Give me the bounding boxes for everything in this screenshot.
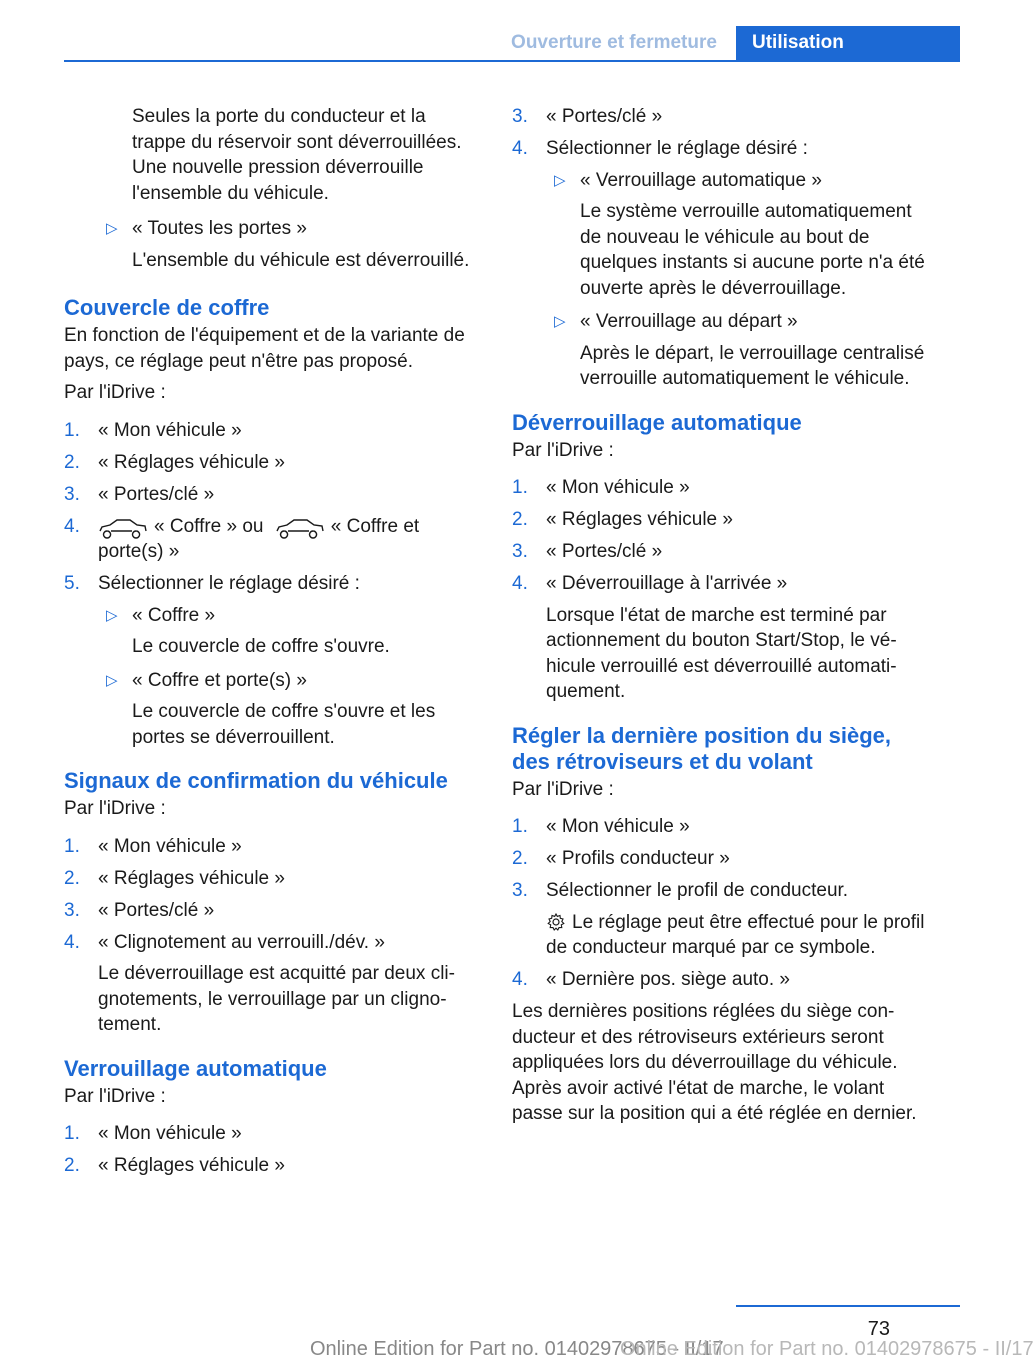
list-item: 3. « Portes/clé » xyxy=(64,483,215,505)
list-item: 4. « Déverrouillage à l'arrivée » Lorsque l'état de marche est terminé par actionnement du bouton Start/Stop, le véhicule verrouillé est déverrouillé automatiquement. xyxy=(512,571,932,705)
gear-icon xyxy=(546,912,566,932)
option-coffre-portes: ▷ « Coffre et porte(s) » Le couvercle de coffre s'ouvre et les portes se déverrouillent. xyxy=(106,669,436,748)
list-item: 1. « Mon véhicule » xyxy=(64,1123,242,1144)
list-item: 2. « Réglages véhicule » xyxy=(64,451,285,473)
list-item: 2. « Réglages véhicule » xyxy=(64,1155,285,1176)
car-outline-icon xyxy=(275,516,325,536)
car-outline-icon xyxy=(98,516,148,536)
list-item: 3. « Portes/clé » xyxy=(64,899,215,921)
heading-derniere-position: Régler la dernière position du siège, des rétroviseurs et du volant xyxy=(512,722,891,774)
autounlock-desc: Lorsque l'état de marche est terminé par actionnement du bouton Start/Stop, le véhicule verrouillé est déverrouillé automatiquement. xyxy=(546,604,897,702)
list-item: 4. « Dernière pos. siège auto. » xyxy=(512,969,790,990)
list-item: 1. « Mon véhicule » xyxy=(512,816,690,837)
list-item: 3. Sélectionner le profil de conducteur. Le réglage peut être effectué pour le profil de conducteur marqué par ce symbole. xyxy=(512,878,932,961)
heading-signaux-confirmation: Signaux de confirmation du véhicule xyxy=(64,768,448,793)
header-chapter-tab: Utilisation xyxy=(736,26,960,60)
header-rule xyxy=(64,60,960,62)
autolock-idrive: Par l'iDrive : xyxy=(64,1085,166,1107)
list-item: 1. « Mon véhicule » xyxy=(64,419,242,441)
page-header xyxy=(0,0,960,62)
heading-deverrouillage-auto: Déverrouillage automatique xyxy=(512,409,802,435)
list-item: 3. « Portes/clé » xyxy=(512,106,663,127)
heading-couvercle-coffre: Couvercle de coffre xyxy=(64,295,270,320)
header-section-title: Ouverture et fermeture xyxy=(511,32,717,53)
triangle-bullet-icon: ▷ xyxy=(106,671,118,689)
list-item: 5. Sélectionner le réglage désiré : ▷ « Coffre » Le couvercle de coffre s'ouvre. ▷ « Coffre et porte(s) » Le couvercle de coffre s'ouvre et les portes se déverrouillent. xyxy=(64,571,480,750)
list-item: 3. « Portes/clé » xyxy=(512,541,663,562)
triangle-bullet-icon: ▷ xyxy=(106,606,118,624)
autounlock-idrive: Par l'iDrive : xyxy=(512,439,614,461)
footer-watermark: Online Edition for Part no. 01402978675 - II/17 xyxy=(620,1338,1034,1360)
signals-idrive: Par l'iDrive : xyxy=(64,798,166,819)
footer-rule xyxy=(736,1305,960,1307)
signals-desc: Le déverrouillage est acquitté par deux clignotements, le verrouillage par un clignotement. xyxy=(98,963,455,1035)
list-item: 2. « Profils conducteur » xyxy=(512,848,730,869)
list-item: 2. « Réglages véhicule » xyxy=(512,509,733,530)
list-item: 4. « Clignotement au verrouill./dév. » Le déverrouillage est acquitté par deux clignotements, le verrouillage par un clignotement. xyxy=(64,930,480,1038)
list-item: 4. Sélectionner le réglage désiré : ▷ « Verrouillage automatique » Le système verrouille automatiquement de nouveau le véhicule au bout de quelques instants si aucune porte n'a été ouverte après le déverrouillage. ▷ « Verrouillage au départ » Après le départ, le verrouillage centralisé verrouille automatiquement le véhicule. xyxy=(512,136,932,392)
trunk-intro: En fonction de l'équipement et de la variante de pays, ce réglage peut n'être pas proposé. xyxy=(64,325,465,372)
list-item: 1. « Mon véhicule » xyxy=(512,477,690,498)
intro-text: Seules la porte du conducteur et la trappe du réservoir sont déverrouillées. Une nouvelle pression déverrouille l'ensemble du véhicule. xyxy=(132,106,462,204)
profile-note: Le réglage peut être effectué pour le profil de conducteur marqué par ce symbole. xyxy=(546,911,925,958)
footer-edition: Online Edition for Part no. 01402978675 - II/17 xyxy=(310,1338,724,1360)
right-column xyxy=(512,104,932,1133)
list-item: 2. « Réglages véhicule » xyxy=(64,867,285,889)
list-item: 1. « Mon véhicule » xyxy=(64,835,242,857)
page-number: 73 xyxy=(867,1318,890,1340)
triangle-bullet-icon: ▷ xyxy=(554,171,566,189)
option-desc: L'ensemble du véhicule est déverrouillé. xyxy=(132,249,470,271)
list-item: 4. « Coffre » ou « Coffre et porte(s) » xyxy=(64,515,420,562)
option-label: « Toutes les portes » xyxy=(132,218,307,239)
triangle-bullet-icon: ▷ xyxy=(106,220,118,237)
trunk-idrive: Par l'iDrive : xyxy=(64,382,166,403)
heading-verrouillage-auto: Verrouillage automatique xyxy=(64,1055,327,1081)
lastpos-idrive: Par l'iDrive : xyxy=(512,778,614,800)
left-column xyxy=(64,104,480,1185)
option-coffre: ▷ « Coffre » Le couvercle de coffre s'ouvre. xyxy=(106,604,390,657)
option-verrouillage-depart: ▷ « Verrouillage au départ » Après le départ, le verrouillage centralisé verrouille automatiquement le véhicule. xyxy=(554,311,925,389)
lastpos-closing: Les dernières positions réglées du siège conducteur et des rétroviseurs extérieurs seront appliquées lors du déverrouillage du véhicule. Après avoir activé l'état de marche, le volant passe sur la position qui a été réglée en dernier. xyxy=(512,1001,917,1124)
option-toutes-portes xyxy=(64,216,480,273)
triangle-bullet-icon: ▷ xyxy=(554,313,566,330)
option-verrouillage-auto: ▷ « Verrouillage automatique » Le système verrouille automatiquement de nouveau le véhicule au bout de quelques instants si aucune porte n'a été ouverte après le déverrouillage. xyxy=(554,169,925,299)
